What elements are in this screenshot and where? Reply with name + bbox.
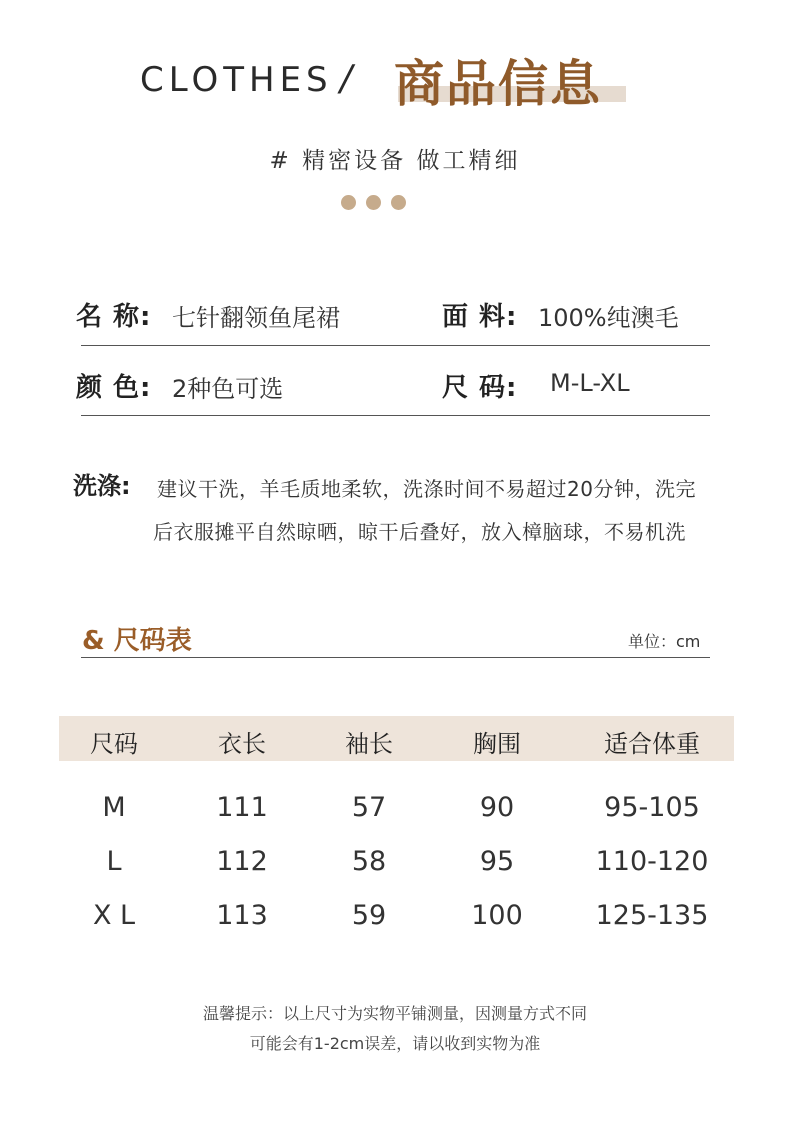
note-line-2: 可能会有1-2cm误差，请以收到实物为准 [249, 1034, 541, 1053]
fabric-label: 面 料: [442, 302, 518, 332]
dot-3 [391, 195, 406, 210]
english-title: CLOTHES [140, 60, 333, 100]
size-chart-divider [81, 657, 710, 658]
table-cell: 95 [479, 846, 515, 877]
color-value: 2种色可选 [172, 375, 284, 403]
table-cell: X L [92, 900, 136, 931]
table-cell: 112 [216, 846, 268, 877]
table-cell: 113 [216, 900, 268, 931]
table-header-cell: 胸围 [473, 730, 521, 758]
table-cell: 111 [216, 792, 268, 823]
table-header-cell: 适合体重 [604, 730, 700, 758]
dot-1 [341, 195, 356, 210]
unit-label: 单位：cm [628, 632, 701, 651]
color-label: 颜 色: [76, 373, 152, 403]
divider [81, 345, 710, 346]
table-cell: L [106, 846, 122, 877]
washing-line-1: 建议干洗，羊毛质地柔软，洗涤时间不易超过20分钟，洗完 [157, 477, 696, 501]
size-chart-heading: & 尺码表 [82, 626, 192, 656]
washing-line-2: 后衣服摊平自然晾晒，晾干后叠好，放入樟脑球，不易机洗 [153, 520, 686, 544]
subtitle: # 精密设备 做工精细 [269, 148, 521, 174]
table-cell: 90 [479, 792, 515, 823]
table-cell: 59 [351, 900, 387, 931]
name-value: 七针翻领鱼尾裙 [172, 304, 340, 332]
chinese-title: 商品信息 [394, 54, 602, 113]
dot-2 [366, 195, 381, 210]
table-cell: 100 [471, 900, 523, 931]
size-label: 尺 码: [442, 373, 518, 403]
table-header-cell: 袖长 [345, 730, 393, 758]
divider [81, 415, 710, 416]
table-cell: M [102, 792, 126, 823]
table-cell: 58 [351, 846, 387, 877]
table-header-cell: 衣长 [218, 730, 266, 758]
table-cell: 125-135 [595, 900, 709, 931]
size-value: M-L-XL [550, 369, 630, 397]
name-label: 名 称: [76, 302, 152, 332]
title-separator: / [340, 58, 353, 99]
note-line-1: 温馨提示：以上尺寸为实物平铺测量，因测量方式不同 [202, 1004, 587, 1023]
table-cell: 57 [351, 792, 387, 823]
table-cell: 95-105 [604, 792, 700, 823]
fabric-value: 100%纯澳毛 [538, 304, 679, 332]
table-cell: 110-120 [595, 846, 709, 877]
washing-label: 洗涤: [73, 472, 131, 500]
table-header-cell: 尺码 [90, 730, 138, 758]
decorative-dots [341, 195, 406, 210]
